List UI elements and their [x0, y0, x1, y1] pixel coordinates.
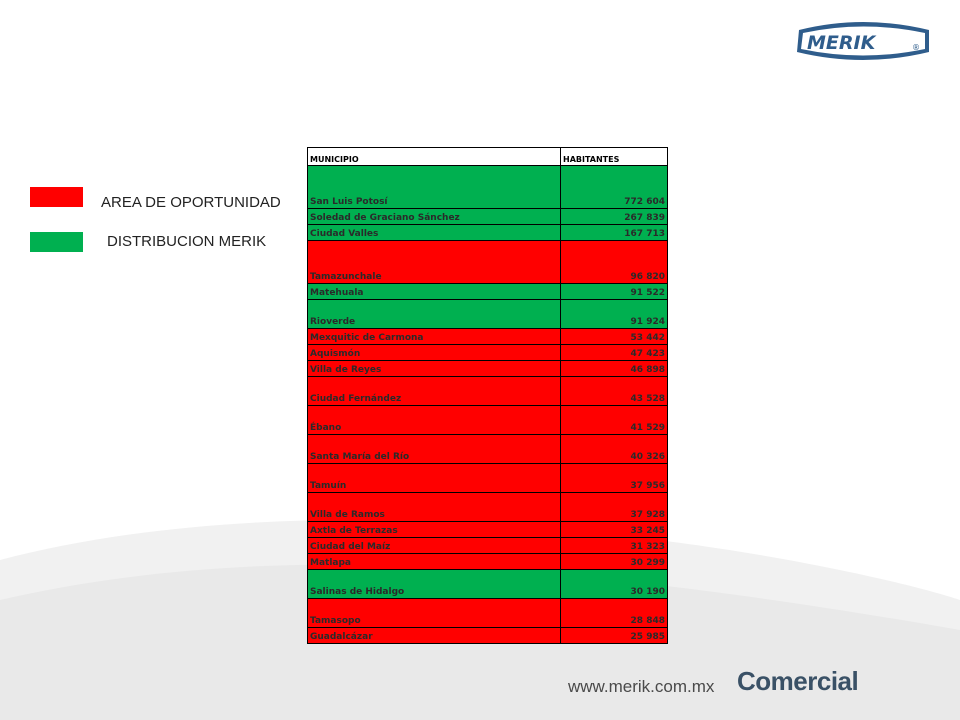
cell-habitantes: 25 985: [561, 628, 668, 644]
legend-label-distribucion: DISTRIBUCION MERIK: [107, 233, 267, 250]
table-row: [308, 225, 668, 241]
table-row: [308, 345, 668, 361]
logo-wordmark: MERIK: [807, 32, 876, 54]
cell-municipio: Ciudad Valles: [308, 225, 561, 241]
table-row: [308, 241, 668, 284]
table-row: [308, 628, 668, 644]
cell-habitantes: 53 442: [561, 329, 668, 345]
cell-municipio: Tamasopo: [308, 599, 561, 628]
cell-municipio: Tamazunchale: [308, 241, 561, 284]
table-row: [308, 522, 668, 538]
table-row: [308, 406, 668, 435]
cell-habitantes: 31 323: [561, 538, 668, 554]
logo-registered-mark: ®: [912, 43, 920, 52]
table-row: [308, 361, 668, 377]
table-row: [308, 435, 668, 464]
cell-municipio: Matlapa: [308, 554, 561, 570]
cell-habitantes: 41 529: [561, 406, 668, 435]
table-row: [308, 166, 668, 209]
table-row: [308, 300, 668, 329]
legend-swatch-green: [30, 232, 83, 252]
table-row: [308, 464, 668, 493]
cell-municipio: Salinas de Hidalgo: [308, 570, 561, 599]
cell-habitantes: 40 326: [561, 435, 668, 464]
cell-habitantes: 37 956: [561, 464, 668, 493]
table-row: [308, 329, 668, 345]
table-row: [308, 209, 668, 225]
cell-municipio: Rioverde: [308, 300, 561, 329]
cell-habitantes: 28 848: [561, 599, 668, 628]
cell-municipio: Tamuín: [308, 464, 561, 493]
footer-section-title: Comercial: [737, 666, 859, 696]
cell-municipio: Ciudad del Maíz: [308, 538, 561, 554]
cell-habitantes: 30 299: [561, 554, 668, 570]
cell-municipio: Soledad de Graciano Sánchez: [308, 209, 561, 225]
table-row: [308, 284, 668, 300]
footer-url[interactable]: www.merik.com.mx: [568, 677, 715, 696]
table-row: [308, 538, 668, 554]
cell-municipio: Axtla de Terrazas: [308, 522, 561, 538]
cell-municipio: Ébano: [308, 406, 561, 435]
header-habitantes: HABITANTES: [561, 148, 668, 166]
cell-municipio: Mexquitic de Carmona: [308, 329, 561, 345]
cell-municipio: Villa de Reyes: [308, 361, 561, 377]
cell-habitantes: 43 528: [561, 377, 668, 406]
cell-habitantes: 91 522: [561, 284, 668, 300]
cell-municipio: Aquismón: [308, 345, 561, 361]
cell-habitantes: 96 820: [561, 241, 668, 284]
merik-logo: [793, 20, 933, 60]
legend-label-oportunidad: AREA DE OPORTUNIDAD: [101, 194, 281, 211]
municipios-table: [307, 147, 668, 644]
cell-habitantes: 33 245: [561, 522, 668, 538]
cell-municipio: San Luis Potosí: [308, 166, 561, 209]
cell-municipio: Ciudad Fernández: [308, 377, 561, 406]
table-header-row: [308, 148, 668, 166]
cell-habitantes: 37 928: [561, 493, 668, 522]
cell-habitantes: 772 604: [561, 166, 668, 209]
table-row: [308, 599, 668, 628]
cell-habitantes: 167 713: [561, 225, 668, 241]
cell-habitantes: 47 423: [561, 345, 668, 361]
table-row: [308, 377, 668, 406]
cell-habitantes: 46 898: [561, 361, 668, 377]
table-row: [308, 493, 668, 522]
cell-municipio: Villa de Ramos: [308, 493, 561, 522]
cell-municipio: Matehuala: [308, 284, 561, 300]
header-municipio: MUNICIPIO: [308, 148, 561, 166]
cell-municipio: Guadalcázar: [308, 628, 561, 644]
legend-swatch-red: [30, 187, 83, 207]
cell-habitantes: 30 190: [561, 570, 668, 599]
cell-habitantes: 267 839: [561, 209, 668, 225]
table-row: [308, 554, 668, 570]
table-row: [308, 570, 668, 599]
cell-habitantes: 91 924: [561, 300, 668, 329]
cell-municipio: Santa María del Río: [308, 435, 561, 464]
